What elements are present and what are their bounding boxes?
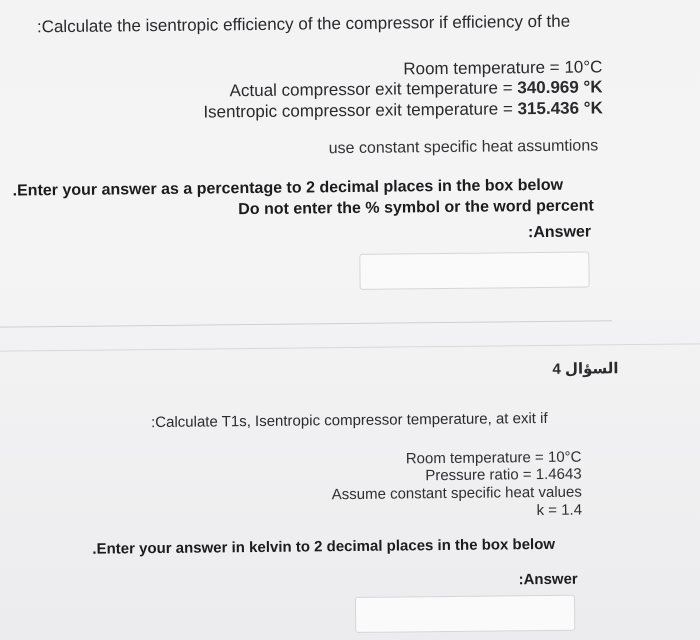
isentropic-exit-temperature-label: Isentropic compressor exit temperature = — [203, 99, 518, 122]
question2-k-value: k = 1.4 — [536, 501, 583, 520]
actual-exit-temperature-value: 340.969 °K — [517, 77, 603, 98]
question1-do-not-enter-note: Do not enter the % symbol or the word percent — [238, 197, 594, 219]
question1-room-temperature — [403, 57, 602, 79]
isentropic-exit-temperature-value: 315.436 °K — [517, 98, 603, 119]
actual-exit-temperature-label: Actual compressor exit temperature = — [229, 78, 518, 101]
question2-intro: :Calculate T1s, Isentropic compressor temperature, at exit if — [150, 409, 548, 432]
question1-answer-input[interactable] — [359, 251, 589, 289]
question2-room-temperature: Room temperature = 10°C — [405, 448, 582, 468]
divider — [0, 343, 700, 351]
question1-actual-exit-temperature — [230, 77, 603, 101]
question1-isentropic-exit-temperature — [203, 98, 603, 122]
question2-pressure-ratio: Pressure ratio = 1.4643 — [425, 465, 582, 485]
question1-answer-label: :Answer — [527, 223, 592, 242]
divider — [0, 320, 612, 327]
question2-answer-input[interactable] — [355, 595, 575, 633]
room-temperature-value: 10°C — [564, 57, 603, 77]
question2-assumption: Assume constant specific heat values — [331, 483, 582, 504]
question1-assumption: use constant specific heat assumtions — [328, 137, 599, 158]
question2-enter-instruction: .Enter your answer in kelvin to 2 decimal places in the box below — [92, 535, 556, 558]
question2-answer-label: :Answer — [518, 570, 578, 589]
question1-enter-instruction: .Enter your answer as a percentage to 2 decimal places in the box below — [12, 176, 564, 200]
room-temperature-label: Room temperature = — [403, 57, 565, 79]
question1-intro: :Calculate the isentropic efficiency of the compressor if efficiency of the — [36, 11, 571, 37]
question-number-heading: السؤال 4 — [552, 360, 619, 378]
